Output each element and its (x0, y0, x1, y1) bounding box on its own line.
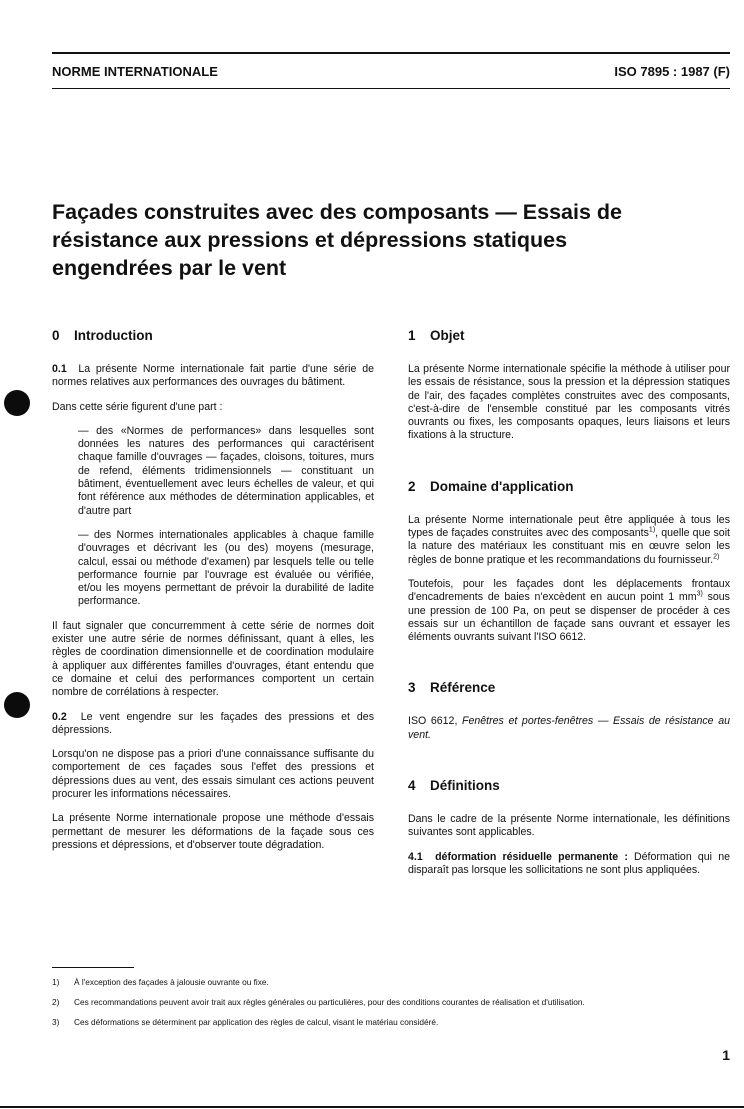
section-title: Objet (430, 328, 465, 343)
title-line-2: résistance aux pressions et dépressions statiques (52, 228, 568, 252)
paragraph-text: Le vent engendre sur les façades des pressions et des dépressions. (52, 710, 374, 736)
section-1-heading (408, 328, 730, 344)
footnote-item (52, 997, 732, 1008)
clause-number: 0.1 (52, 363, 67, 375)
paragraph-0-2 (52, 711, 374, 738)
paragraph: Dans cette série figurent d'une part : (52, 400, 223, 413)
bottom-rule (0, 1106, 744, 1108)
page-header (52, 52, 730, 89)
definition-4-1 (408, 851, 730, 878)
binder-hole-mark-top (4, 390, 30, 416)
title-line-3: engendrées par le vent (52, 256, 287, 280)
paragraph-text: La présente Norme internationale peut être appliquée à tous les types de façades construites avec des composants (408, 513, 730, 540)
left-column (52, 328, 374, 863)
paragraph-text: , quelle que soit la nature des matériaux les constituant mis en œuvre selon les règles de bonne pratique et les recommandations du fournisseur. (408, 527, 730, 566)
footnote-text: Ces recommandations peuvent avoir trait aux règles générales ou particulières, pour des conditions courantes de réalisation et d'utilisation. (74, 997, 585, 1007)
clause-number: 0.2 (52, 710, 67, 723)
page-number: 1 (722, 1047, 730, 1063)
header-standard-type: NORME INTERNATIONALE (52, 64, 218, 79)
clause-number: 4.1 (408, 850, 423, 863)
paragraph: La présente Norme internationale spécifie la méthode à utiliser pour les essais de résistance, sous la pression et la dépression statiques de l'air, des façades complètes construites avec des composants, c'est-à-dire de l'ensemble constitué par les composants vitrés ouvrants ou fixes, les composants opaques, leurs liaisons et leurs fixations à la structure. (408, 363, 730, 442)
paragraph: La présente Norme internationale propose une méthode d'essais permettant de mesurer les déformations de la façade sous ces pressions et dépressions, et d'observer toute dégradation. (52, 812, 374, 851)
section-number: 4 (408, 778, 416, 794)
section-title: Définitions (430, 778, 500, 794)
paragraph-text: La présente Norme internationale fait partie d'une série de normes relatives aux performances des ouvrages du bâtiment. (52, 363, 374, 389)
definition-term: déformation résiduelle permanente : (435, 850, 628, 863)
footnote-text: Ces déformations se déterminent par application des règles de calcul, visant le matériau considéré. (74, 1017, 439, 1027)
section-number: 2 (408, 478, 416, 494)
section-number: 3 (408, 680, 416, 696)
reference-title: Fenêtres et portes-fenêtres — Essais de résistance au vent. (408, 715, 730, 741)
footnote-number: 1) (52, 977, 60, 987)
paragraph: Dans le cadre de la présente Norme internationale, les définitions suivantes sont applicables. (408, 813, 730, 839)
footnote-separator (52, 967, 134, 968)
reference-entry (408, 715, 730, 742)
header-standard-number: ISO 7895 : 1987 (F) (614, 64, 730, 79)
document-title (52, 198, 712, 282)
section-title: Introduction (74, 328, 153, 343)
section-number: 0 (52, 328, 60, 343)
paragraph-text: sous une pression de 100 Pa, on peut se dispenser de procéder à ces essais sur un échantillon de façade sans ouvrant et essayer les éléments ouvrants suivant l'ISO 6612. (408, 591, 730, 644)
paragraph: Il faut signaler que concurremment à cette série de normes doit exister une autre série de normes définissant, quant à elles, les règles de coordination dimensionnelle et de coordination modulaire à appliquer aux différentes familles d'ouvrages, étant entendu que ce domaine et celui des performances comportent un certain nombre de corrélations à respecter. (52, 619, 374, 699)
paragraph (408, 514, 730, 567)
indented-paragraph: — des Normes internationales applicables à chaque famille d'ouvrages et décrivant les (ou des) moyens (mesurage, calcul, essai ou méthode d'examen) par lesquels telle ou telle performance fournie par l'ouvrage est évaluée ou vérifiée, et/ou les moyens permettant de prévoir la durabilité de ladite performance. (78, 528, 374, 608)
indented-paragraph: — des «Normes de performances» dans lesquelles sont données les natures des performances qui caractérisent chaque famille d'ouvrages — façades, cloisons, toitures, murs de refend, éléments tridimensionnels — constituant un bâtiment, éventuellement avec leurs échelles de valeur, et qui font référence aux méthodes de détermination applicables, et d'autre part (78, 424, 374, 517)
definition-text: Déformation qui ne disparaît pas lorsque les sollicitations ne sont plus appliquées. (408, 850, 730, 876)
section-title: Domaine d'application (430, 478, 574, 494)
paragraph (408, 578, 730, 644)
right-column (408, 328, 730, 888)
section-number: 1 (408, 328, 416, 343)
footnote-item (52, 1017, 732, 1028)
section-3-heading (408, 680, 730, 696)
footnote-ref: 2) (713, 553, 720, 561)
section-4-heading (408, 778, 730, 794)
footnote-number: 2) (52, 997, 60, 1007)
footnotes (52, 977, 732, 1037)
footnote-text: À l'exception des façades à jalousie ouvrante ou fixe. (74, 977, 269, 987)
reference-code: ISO 6612, (408, 715, 463, 728)
section-title: Référence (430, 680, 496, 696)
paragraph: Lorsqu'on ne dispose pas a priori d'une connaissance suffisante du comportement de ces façades sous l'effet des pressions et dépressions dues au vent, des essais simulant ces actions peuvent procurer les informations nécessaires. (52, 748, 374, 801)
footnote-number: 3) (52, 1017, 60, 1027)
footnote-ref: 3) (696, 590, 703, 598)
footnote-ref: 1) (648, 526, 656, 534)
footnote-item (52, 977, 732, 988)
title-line-1: Façades construites avec des composants — Essais de (52, 200, 623, 224)
section-0-heading (52, 328, 374, 344)
paragraph-text: Toutefois, pour les façades dont les déplacements frontaux d'encadrements de baies n'excèdent en aucun point 1 mm (408, 577, 730, 604)
binder-hole-mark-bottom (4, 692, 30, 718)
section-2-heading (408, 479, 730, 495)
paragraph-0-1 (52, 363, 374, 390)
